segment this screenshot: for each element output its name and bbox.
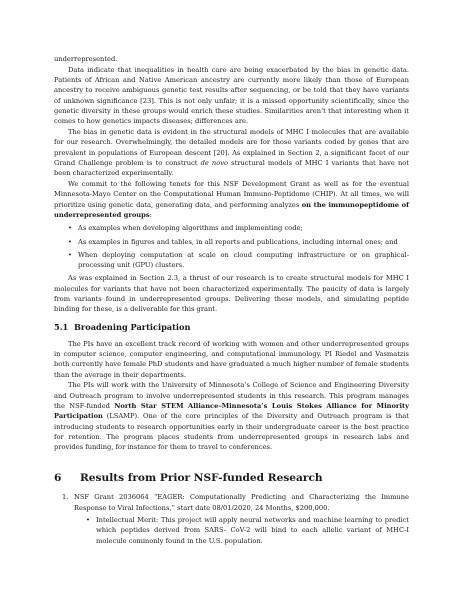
paragraph-track-record: The PIs have an excellent track record of working with women and other underrepresented groups in computer science, computer engineering, and computational immunology. PI Riedel and Vasmatzis both currently have female PhD students and have graduated a much higher number of female students than the average in their departments. (54, 339, 409, 379)
tenets-list (54, 223, 409, 270)
bullet-icon: • (68, 224, 72, 233)
bullet-icon: • (86, 515, 90, 524)
bold-emphasis: on the immunopeptidome of underrepresented groups (54, 200, 409, 219)
list-item-text: Intellectual Merit: This project will apply neural networks and machine learning to predict which peptides derived from SARS- CoV-2 will bind to each allelic variant of MHC-I molecule commonly found in the U.S. population. (96, 515, 409, 545)
text-run: : (149, 210, 152, 219)
paragraph-structural-models: As was explained in Section 2.3, a thrust of our research is to create structural models for MHC I molecules for variants that have not been characterized experimentally. The paucity of data is largely from variants found in underrepresented groups. Delivering these models, and simulating peptide binding for these, is a deliverable for this grant. (54, 274, 409, 314)
list-item (68, 237, 409, 247)
text-run: The bias in genetic data is evident in the structural models of MHC I molecules that are available for our research. Overwhelmingly, the detailed models are for those variants coded by genes that are prevalent in populations of European descent [20]. As explained in Section 2, a significant facet of our Grand Challenge problem is to construct (54, 128, 409, 167)
paragraph-tenets-commitment (54, 179, 409, 220)
text-run: structural models of MHC I variants that have not been characterized experimentally. (54, 158, 409, 178)
section-heading (54, 472, 409, 485)
list-item (68, 223, 409, 233)
grant-text: NSF Grant 2036064 “EAGER: Computationally Predicting and Characterizing the Immune Response to Viral Infections,” start date 08/01/2020, 24 Months, $200,000. (74, 493, 409, 512)
bold-program-name: North Star STEM Alliance–Minnesota’s Louis Stokes Alliance for Minority Participation (54, 401, 409, 421)
section-title: Results from Prior NSF-funded Research (80, 472, 323, 485)
bullet-icon: • (68, 237, 72, 246)
paragraph-outreach (54, 380, 409, 452)
grant-details-list (74, 515, 409, 546)
paragraph-mhc-bias (54, 127, 409, 178)
paragraph-intro-tail: underrepresented. (54, 55, 118, 63)
italic-term: de novo (200, 158, 229, 167)
list-item-text: When deploying computation at scale on cloud computing infrastructure or on graphical-processing unit (GPU) clusters. (78, 250, 409, 270)
text-run: The PIs will work with the University of Minnesota’s College of Science and Engineering Diversity and Outreach program to involve underrepresented students in this research. This program manages the NSF-funded (54, 381, 409, 410)
list-item (86, 515, 409, 546)
grant-item (62, 492, 409, 545)
grants-list (54, 492, 409, 545)
subsection-heading (54, 322, 409, 333)
text-run: We commit to the following tenets for this NSF Development Grant as well as for the eventual Minnesota-Mayo Center on the Computational Human Immuno-Peptidome (CHIP). At all times, we will prioritize using genetic data, generating data, and performing analyzes (54, 180, 409, 209)
text-run: (LSAMP). One of the core principles of the Diversity and Outreach program is that introducing students to research opportunities early in their undergraduate career is the best practice for retention. The program places students from underrepresented groups in research labs and provides funding, for instance for them to travel to conferences. (54, 412, 409, 452)
list-item-text: As examples when developing algorithms and implementing code; (78, 224, 303, 233)
subsection-title: Broadening Participation (74, 321, 191, 332)
section-number: 6 (54, 472, 62, 485)
bullet-icon: • (68, 250, 72, 259)
paragraph-health-inequality: Data indicate that inequalities in health care are being exacerbated by the bias in genetic data. Patients of African and Native American ancestry are currently more likely than those of European ancestry to receive ambiguous genetic test results after sequencing, or be told that they have variants of unknown significance [23]. This is not only unfair; it is a missed opportunity scientifically, since the genetic diversity in these groups would enrich these studies. Similarities aren’t that interesting when it comes to how genetics impacts diseases; differences are. (54, 65, 409, 126)
list-item (68, 250, 409, 271)
list-item-text: As examples in figures and tables, in all reports and publications, including internal ones; and (78, 237, 398, 246)
subsection-number: 5.1 (54, 321, 69, 332)
grant-number: 1. (62, 493, 69, 502)
